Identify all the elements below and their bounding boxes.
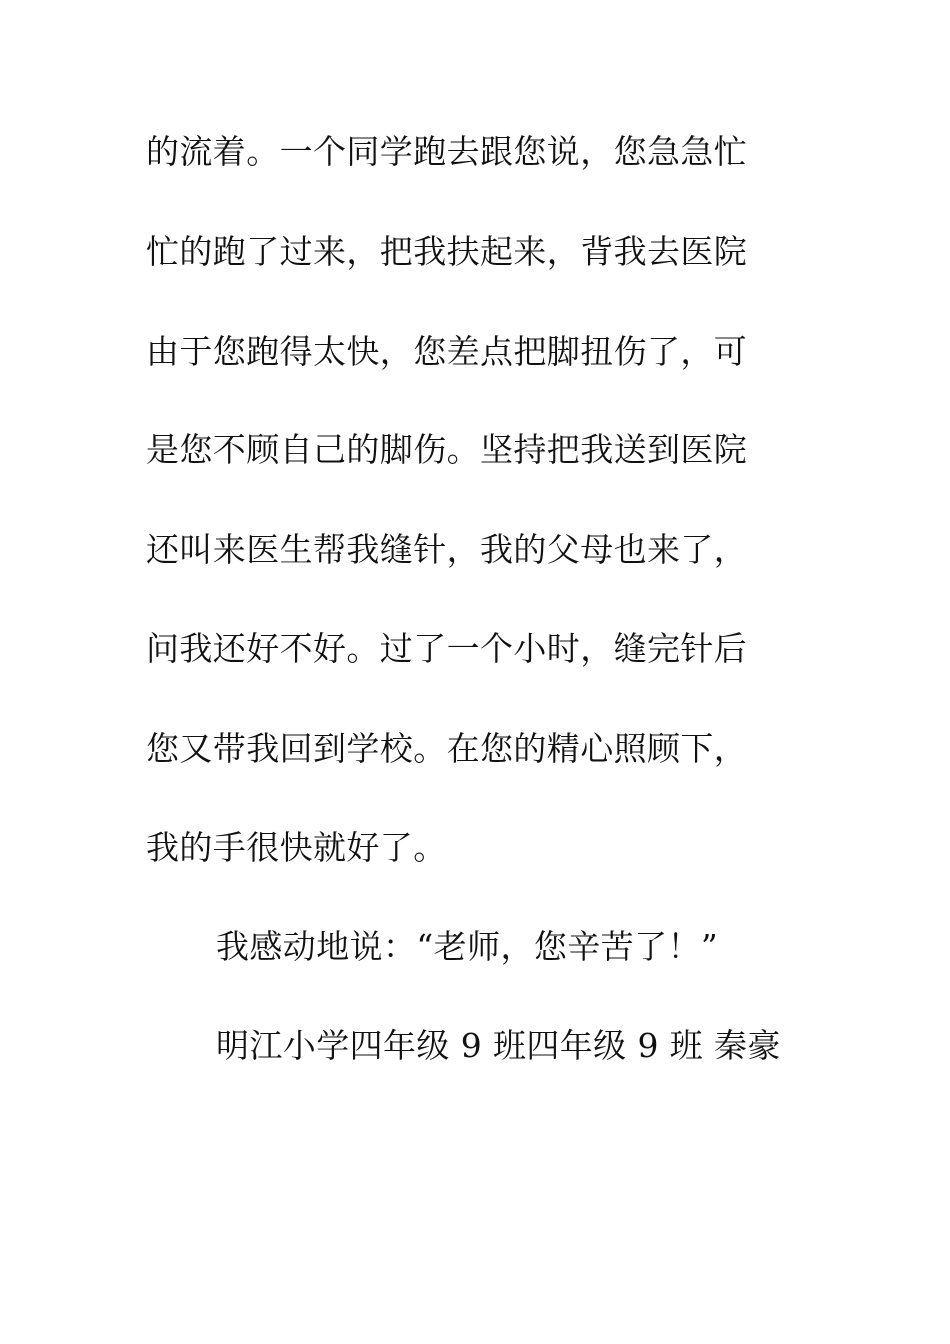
body-line-8: 我的手很快就好了。 xyxy=(146,828,447,867)
body-line-2: 忙的跑了过来，把我扶起来，背我去医院 xyxy=(146,232,748,271)
body-line-1: 的流着。一个同学跑去跟您说，您急急忙 xyxy=(146,132,748,171)
author-signature: 明江小学四年级 9 班四年级 9 班 秦豪 xyxy=(216,1026,781,1065)
body-line-6: 问我还好不好。过了一个小时，缝完针后 xyxy=(146,629,748,668)
body-line-4: 是您不顾自己的脚伤。坚持把我送到医院 xyxy=(146,430,748,469)
body-line-3: 由于您跑得太快，您差点把脚扭伤了，可 xyxy=(146,332,748,371)
body-line-5: 还叫来医生帮我缝针，我的父母也来了， xyxy=(146,530,748,569)
closing-paragraph: 我感动地说：“老师，您辛苦了！” xyxy=(216,927,719,966)
body-line-7: 您又带我回到学校。在您的精心照顾下， xyxy=(146,729,748,768)
